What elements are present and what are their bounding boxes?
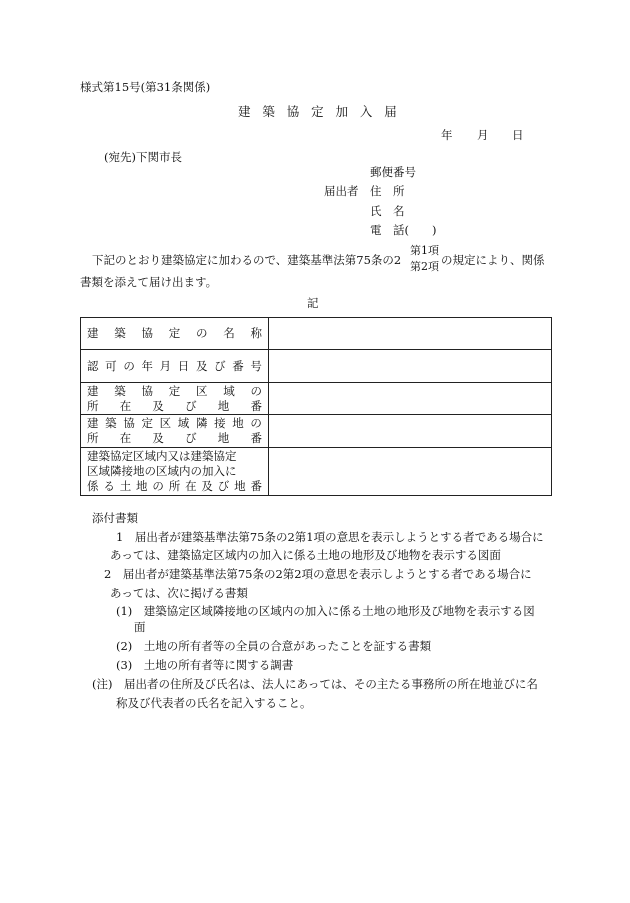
agreement-table <box>80 317 552 496</box>
attachment-sub1-line2: 面 <box>134 620 146 634</box>
approval-date-number-value[interactable] <box>269 350 552 383</box>
row-label-agreement-area-location: 建 築 協 定 区 域 の 所 在 及 び 地 番 <box>81 383 269 415</box>
agreement-name-value[interactable] <box>269 318 552 350</box>
agreement-area-location-value[interactable] <box>269 383 552 415</box>
table-row <box>81 448 552 496</box>
attachment-item2-line1: 2 届出者が建築基準法第75条の2第2項の意思を表示しようとする者である場合に <box>104 567 532 581</box>
date-year-label: 年 <box>441 128 453 142</box>
table-row <box>81 350 552 383</box>
intro-after: の規定により、関係 <box>441 253 545 267</box>
attachment-sub1-line1: (1) 建築協定区域隣接地の区域内の加入に係る土地の地形及び地物を表示する図 <box>116 604 535 618</box>
table-row <box>81 383 552 415</box>
attachment-item2-line2: あっては、次に掲げる書類 <box>110 586 248 600</box>
intro-item1: 第1項 <box>410 244 439 257</box>
attachment-item1-line2: あっては、建築協定区域内の加入に係る土地の地形及び地物を表示する図面 <box>110 548 501 562</box>
form-title: 建築協定加入届 <box>238 104 409 119</box>
note-line1: (注) 届出者の住所及び氏名は、法人にあっては、その主たる事務所の所在地並びに名 <box>92 677 538 691</box>
joining-land-location-value[interactable] <box>269 448 552 496</box>
attachment-sub2: (2) 土地の所有者等の全員の合意があったことを証する書類 <box>116 639 432 653</box>
row-label-agreement-name: 建 築 協 定 の 名 称 <box>81 318 269 350</box>
name-label: 氏 名 <box>370 204 405 218</box>
table-row <box>81 415 552 448</box>
intro-item2: 第2項 <box>410 260 439 273</box>
row-label-approval-date-number: 認 可 の 年 月 日 及 び 番 号 <box>81 350 269 383</box>
row-label-adjacent-land-location: 建 築 協 定 区 域 隣 接 地 の 所 在 及 び 地 番 <box>81 415 269 448</box>
addressee: (宛先)下関市長 <box>104 150 182 164</box>
phone-label: 電 話( ) <box>370 223 437 237</box>
date-day-label: 日 <box>512 128 524 142</box>
intro-line2: 書類を添えて届け出ます。 <box>80 275 218 289</box>
ki-label: 記 <box>307 296 319 310</box>
attachment-item1-line1: 1 届出者が建築基準法第75条の2第1項の意思を表示しようとする者である場合に <box>116 530 544 544</box>
row-label-joining-land-location: 建築協定区域内又は建築協定 区域隣接地の区域内の加入に 係 る 土 地 の 所 在 及 び 地 番 <box>81 448 269 496</box>
note-line2: 称及び代表者の氏名を記入すること。 <box>116 696 312 710</box>
attachments-heading: 添付書類 <box>92 511 138 525</box>
address-label: 住 所 <box>370 184 405 198</box>
form-number: 様式第15号(第31条関係) <box>80 80 211 94</box>
applicant-label: 届出者 <box>324 184 359 198</box>
table-row <box>81 318 552 350</box>
postal-code-label: 郵便番号 <box>370 165 416 179</box>
date-month-label: 月 <box>477 128 489 142</box>
intro-before: 下記のとおり建築協定に加わるので、建築基準法第75条の2 <box>92 253 402 267</box>
attachment-sub3: (3) 土地の所有者等に関する調書 <box>116 658 294 672</box>
adjacent-land-location-value[interactable] <box>269 415 552 448</box>
